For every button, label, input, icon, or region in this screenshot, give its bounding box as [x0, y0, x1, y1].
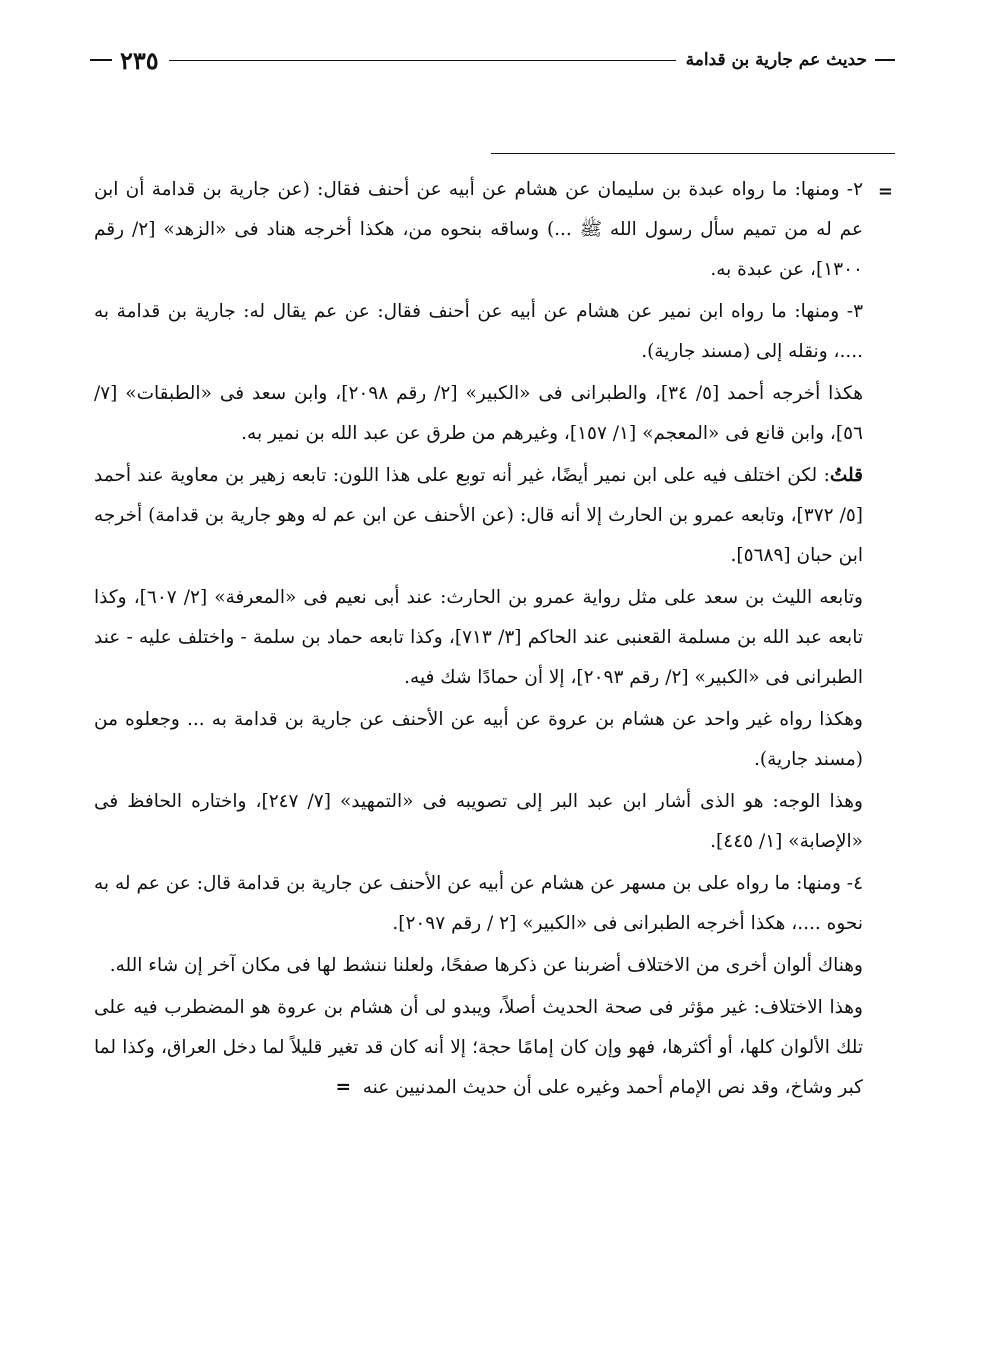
header-dash-left: [90, 59, 112, 61]
footnote-paragraph: [94, 170, 863, 290]
paragraph-text: وهناك ألوان أخرى من الاختلاف أضربنا عن ذكرها صفحًا، ولعلنا ننشط لها فى مكان آخر إن شاء الله.: [109, 955, 863, 976]
continuation-marker-top: =: [877, 181, 893, 202]
paragraph-text: ٣- ومنها: ما رواه ابن نمير عن هشام عن أبيه عن أحنف فقال: عن عم يقال له: جارية بن قدامة به ....، ونقله إلى (مسند جارية).: [94, 301, 863, 362]
paragraph-text: ٤- ومنها: ما رواه على بن مسهر عن هشام عن أبيه عن الأحنف عن جارية بن قدامة قال: عن عم له به نحوه ....، هكذا أخرجه الطبرانى فى «الكبير» [٢ / رقم ٢٠٩٧].: [94, 873, 863, 934]
paragraph-text: وهكذا رواه غير واحد عن هشام بن عروة عن أبيه عن الأحنف عن جارية بن قدامة به ... وجعلوه من (مسند جارية).: [94, 709, 863, 770]
footnote-separator: [491, 153, 895, 154]
paragraph-text: وهذا الاختلاف: غير مؤثر فى صحة الحديث أصلاً، ويبدو لى أن هشام بن عروة هو المضطرب فيه على تلك الألوان كلها، أو أكثرها، فهو وإن كان إمامًا حجة؛ إلا أنه كان قد تغير قليلاً لما دخل العراق، وكذا لما كبر وشاخ، وقد نص الإمام أحمد وغيره على أن حديث المدنيين عنه: [94, 997, 863, 1098]
footnote-paragraph: [94, 578, 863, 698]
paragraph-text: ٢- ومنها: ما رواه عبدة بن سليمان عن هشام عن أبيه عن أحنف فقال: (عن جارية بن قدامة أن ابن عم له من تميم سأل رسول الله ﷺ ...) وساقه بنحوه من، هكذا أخرجه هناد فى «الزهد» [٢/ رقم ١٣٠٠]، عن عبدة به.: [94, 179, 863, 280]
running-title: حديث عم جارية بن قدامة: [685, 50, 867, 70]
footnote-paragraph: [94, 864, 863, 944]
page-number: ٢٣٥: [120, 45, 159, 75]
footnotes-body: [94, 170, 893, 1108]
paragraph-lead: قلتُ: [829, 465, 863, 486]
footnote-paragraph: [94, 782, 863, 862]
footnote-paragraph: [94, 456, 863, 576]
paragraph-text: : لكن اختلف فيه على ابن نمير أيضًا، غير أنه توبع على هذا اللون: تابعه زهير بن معاوية عند أحمد [٥/ ٣٧٢]، وتابعه عمرو بن الحارث إلا أنه قال: (عن الأحنف عن ابن عم له وهو جارية بن قدامة) أخرجه ابن حبان [٥٦٨٩].: [94, 465, 863, 566]
paragraph-text: وهذا الوجه: هو الذى أشار ابن عبد البر إلى تصويبه فى «التمهيد» [٧/ ٢٤٧]، واختاره الحافظ فى «الإصابة» [١/ ٤٤٥].: [94, 791, 863, 852]
footnote-paragraph: [94, 700, 863, 780]
running-header: [90, 40, 895, 80]
header-rule: [169, 60, 676, 61]
footnote-paragraph: [94, 292, 863, 372]
paragraph-text: وتابعه الليث بن سعد على مثل رواية عمرو بن الحارث: عند أبى نعيم فى «المعرفة» [٢/ ٦٠٧]، وكذا تابعه عبد الله بن مسلمة القعنبى عند الحاكم [٣/ ٧١٣]، وكذا تابعه حماد بن سلمة - واختلف عليه - عند الطبرانى فى «الكبير» [٢/ رقم ٢٠٩٣]، إلا أن حمادًا شك فيه.: [94, 587, 863, 688]
footnote-paragraph: [94, 988, 863, 1108]
footnote-paragraph: [94, 374, 863, 454]
footnote-paragraph: [94, 946, 863, 986]
paragraph-text: هكذا أخرجه أحمد [٥/ ٣٤]، والطبرانى فى «الكبير» [٢/ رقم ٢٠٩٨]، وابن سعد فى «الطبقات» [٧/ ٥٦]، وابن قانع فى «المعجم» [١/ ١٥٧]، وغيرهم من طرق عن عبد الله بن نمير به.: [94, 383, 863, 444]
continuation-marker-bottom: =: [335, 1077, 351, 1098]
header-dash-right: [875, 59, 895, 61]
